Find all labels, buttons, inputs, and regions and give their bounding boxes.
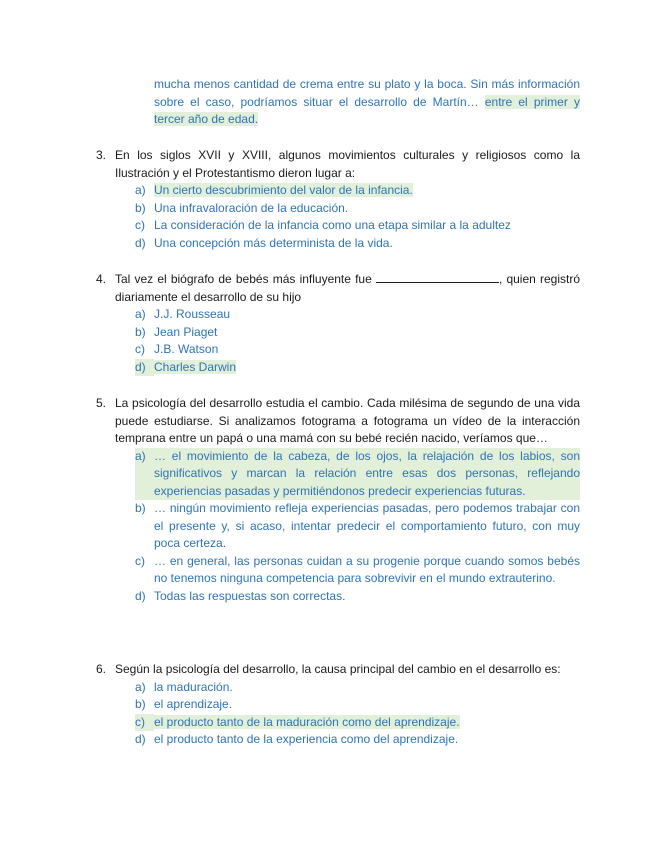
previous-question-continuation [154, 76, 580, 129]
option-letter: b) [135, 324, 146, 339]
option-text: … ningún movimiento refleja experiencias pasadas, pero podemos trabajar con el presente y, si acaso, intentar predecir el comportamiento futuro, con muy poca certeza. [154, 501, 580, 550]
option-letter: c) [135, 342, 145, 356]
question-3 [96, 147, 580, 252]
option-letter: d) [135, 588, 146, 603]
option-letter: a) [135, 307, 146, 321]
option-d [135, 731, 580, 749]
option-a [135, 448, 580, 501]
option-letter: c) [135, 553, 145, 568]
question-number: 5. [96, 396, 107, 410]
option-text: Todas las respuestas son correctas. [154, 588, 346, 603]
option-text: J.B. Watson [154, 342, 219, 356]
option-text: Jean Piaget [154, 324, 218, 339]
option-d [135, 588, 580, 606]
options-list [135, 448, 580, 606]
question-number: 6. [96, 662, 107, 676]
option-text: el aprendizaje. [154, 697, 233, 711]
question-text: En los siglos XVII y XVIII, algunos movimientos culturales y religiosos como la Ilustración y el Protestantismo dieron lugar a: [115, 148, 580, 180]
option-text: la maduración. [154, 679, 233, 694]
option-text: J.J. Rousseau [154, 307, 231, 321]
options-list [135, 306, 580, 376]
option-a [135, 306, 580, 324]
continuation-text: mucha menos cantidad de crema entre su plato y la boca. Sin más información sobre el caso, podríamos situar el desarrollo de Martín… [154, 77, 580, 109]
option-c [135, 553, 580, 588]
question-5 [96, 395, 580, 605]
option-letter: c) [135, 218, 145, 232]
option-text: La consideración de la infancia como una etapa similar a la adultez [154, 218, 511, 232]
option-letter: a) [135, 183, 146, 197]
option-c [135, 341, 580, 359]
option-letter: b) [135, 697, 146, 711]
option-c [135, 217, 580, 235]
question-text [115, 271, 580, 306]
option-letter: a) [135, 679, 146, 694]
question-number: 4. [96, 272, 107, 286]
option-text-highlighted: el producto tanto de la maduración como del aprendizaje. [154, 714, 460, 729]
option-c [135, 714, 580, 732]
question-text: Según la psicología del desarrollo, la causa principal del cambio en el desarrollo es: [115, 662, 561, 676]
option-text-highlighted: … el movimiento de la cabeza, de los ojos, la relajación de los labios, son significativos y marcan la relación entre esas dos personas, reflejando experiencias pasadas y permitiéndonos predecir experiencias futuras. [154, 448, 580, 501]
option-d [135, 235, 580, 253]
option-a [135, 679, 580, 697]
option-text-highlighted: Charles Darwin [154, 359, 237, 374]
highlighted-answer: entre el primer y tercer año de edad. [154, 94, 580, 126]
option-text: … en general, las personas cuidan a su progenie porque cuando somos bebés no tenemos ninguna competencia para sobrevivir en el mundo extrauterino. [154, 553, 580, 585]
options-list [135, 182, 580, 252]
fill-in-blank [376, 271, 499, 283]
option-b [135, 324, 580, 342]
option-a [135, 182, 580, 200]
option-text: Una concepción más determinista de la vida. [154, 235, 393, 250]
option-letter: a) [135, 448, 154, 501]
option-letter: d) [135, 235, 146, 250]
question-number: 3. [96, 148, 107, 162]
question-4 [96, 271, 580, 376]
option-b [135, 200, 580, 218]
option-b [135, 500, 580, 553]
option-letter: c) [135, 714, 154, 732]
question-text-before: Tal vez el biógrafo de bebés más influyente fue [115, 272, 372, 286]
question-text-after: , quien registró diariamente el desarrollo de su hijo [115, 272, 580, 304]
option-d [135, 359, 580, 377]
question-6 [96, 661, 580, 749]
question-text: La psicología del desarrollo estudia el cambio. Cada milésima de segundo de una vida puede estudiarse. Si analizamos fotograma a fotograma un vídeo de la interacción temprana entre un papá o una mamá con su bebé recién nacido, veríamos que… [115, 396, 580, 445]
option-letter: b) [135, 200, 146, 215]
option-letter: d) [135, 359, 154, 377]
options-list [135, 679, 580, 749]
option-b [135, 696, 580, 714]
option-text-highlighted: Un cierto descubrimiento del valor de la infancia. [154, 183, 413, 197]
option-letter: d) [135, 732, 146, 746]
option-text: el producto tanto de la experiencia como del aprendizaje. [154, 732, 459, 746]
option-text: Una infravaloración de la educación. [154, 200, 349, 215]
option-letter: b) [135, 501, 146, 515]
